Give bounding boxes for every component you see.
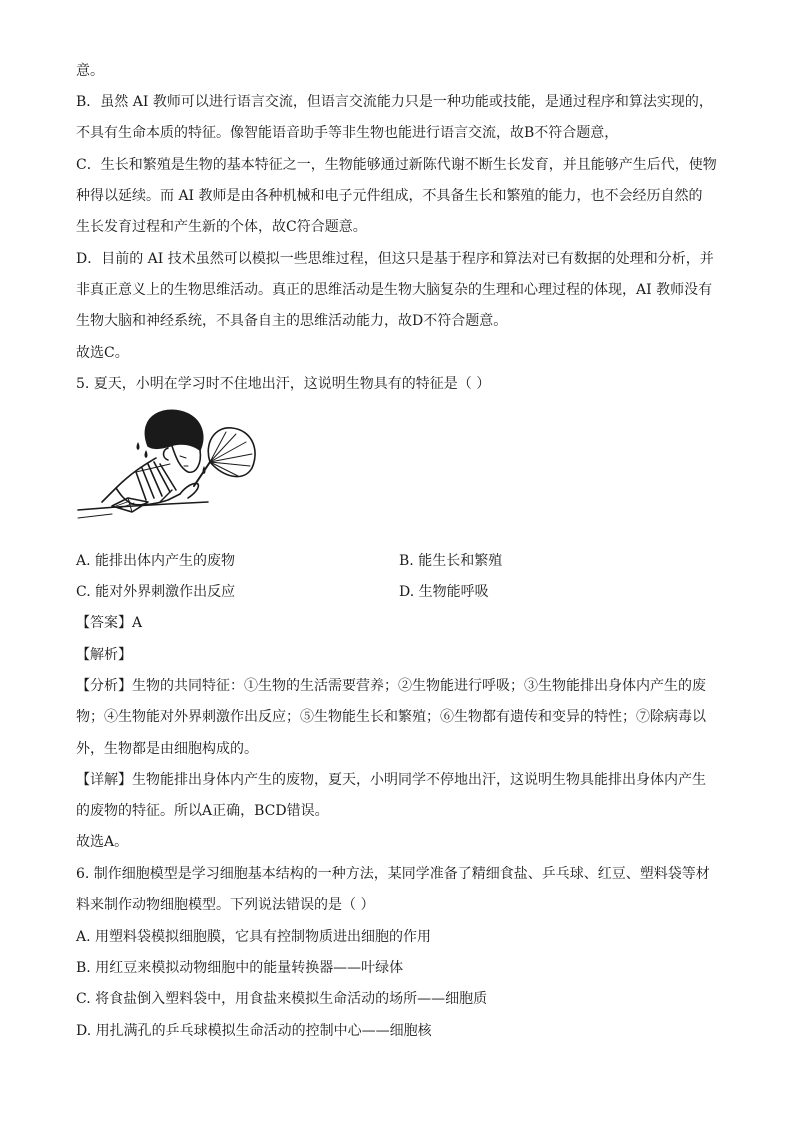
- q6-option-d: D. 用扎满孔的乒乓球模拟生命活动的控制中心——细胞核: [76, 1023, 432, 1039]
- q4-option-d-explanation-line3: 生物大脑和神经系统，不具备自主的思维活动能力，故D不符合题意。: [76, 313, 508, 329]
- q5-stem: 5. 夏天，小明在学习时不住地出汗，这说明生物具有的特征是（ ）: [76, 376, 491, 392]
- fenxi-line1: [76, 676, 726, 696]
- q4-option-b-explanation-line1: B．虽然 AI 教师可以进行语言交流，但语言交流能力只是一种功能或技能，是通过程序和算法实现的，: [76, 94, 713, 110]
- text-line-continuation: 意。: [76, 63, 104, 79]
- q4-option-b-explanation-line2: 不具有生命本质的特征。像智能语音助手等非生物也能进行语言交流，故B不符合题意，: [76, 125, 619, 141]
- q4-option-d-explanation-line2: 非真正意义上的生物思维活动。真正的思维活动是生物大脑复杂的生理和心理过程的体现，AI 教师没有: [76, 282, 713, 298]
- fenxi-line2: 物；④生物能对外界刺激作出反应；⑤生物能生长和繁殖；⑥生物都有遗传和变异的特性；⑦除病毒以: [76, 709, 706, 725]
- q5-conclusion: 故选A。: [76, 834, 129, 850]
- q4-option-c-explanation-line1: C．生长和繁殖是生物的基本特征之一，生物能够通过新陈代谢不断生长发育，并且能够产生后代，使物: [76, 157, 717, 173]
- q5-option-a: A. 能排出体内产生的废物: [76, 553, 236, 569]
- q4-option-c-explanation-line3: 生长发育过程和产生新的个体，故C符合题意。: [76, 219, 367, 235]
- xiangjie-text-1: 生物能排出身体内产生的废物，夏天，小明同学不停地出汗，这说明生物具能排出身体内产生: [132, 772, 706, 788]
- q6-option-a: A. 用塑料袋模拟细胞膜，它具有控制物质进出细胞的作用: [76, 929, 432, 945]
- xiangjie-line1: [76, 770, 726, 790]
- q6-option-c: C. 将食盐倒入塑料袋中，用食盐来模拟生命活动的场所——细胞质: [76, 991, 488, 1007]
- q4-conclusion: 故选C。: [76, 345, 129, 361]
- q4-option-d-explanation-line1: D．目前的 AI 技术虽然可以模拟一些思维过程，但这只是基于程序和算法对已有数据的处理和分析，并: [76, 251, 714, 267]
- q4-option-c-explanation-line2: 种得以延续。而 AI 教师是由各种机械和电子元件组成，不具备生长和繁殖的能力，也不会经历自然的: [76, 188, 703, 204]
- q6-stem-line1: 6. 制作细胞模型是学习细胞基本结构的一种方法，某同学准备了精细食盐、乒乓球、红豆、塑料袋等材: [76, 866, 710, 882]
- q5-answer-line: [76, 613, 726, 633]
- q5-option-b: B. 能生长和繁殖: [399, 553, 503, 569]
- fenxi-tag: 【分析】: [76, 678, 132, 694]
- q5-option-c: C. 能对外界刺激作出反应: [76, 584, 236, 600]
- xiangjie-tag: 【详解】: [76, 772, 132, 788]
- analysis-heading: 【解析】: [76, 647, 132, 663]
- answer-value: A: [132, 615, 143, 631]
- q6-option-b: B. 用红豆来模拟动物细胞中的能量转换器——叶绿体: [76, 960, 404, 976]
- fenxi-text-1: 生物的共同特征：①生物的生活需要营养；②生物能进行呼吸；③生物能排出身体内产生的废: [132, 678, 706, 694]
- sweating-boy-illustration: [76, 406, 262, 546]
- q5-option-d: D. 生物能呼吸: [399, 584, 489, 600]
- answer-tag: 【答案】: [76, 615, 132, 631]
- fenxi-line3: 外，生物都是由细胞构成的。: [76, 741, 258, 757]
- xiangjie-line2: 的废物的特征。所以A正确，BCD错误。: [76, 803, 329, 819]
- q6-stem-line2: 料来制作动物细胞模型。下列说法错误的是（ ）: [76, 897, 375, 913]
